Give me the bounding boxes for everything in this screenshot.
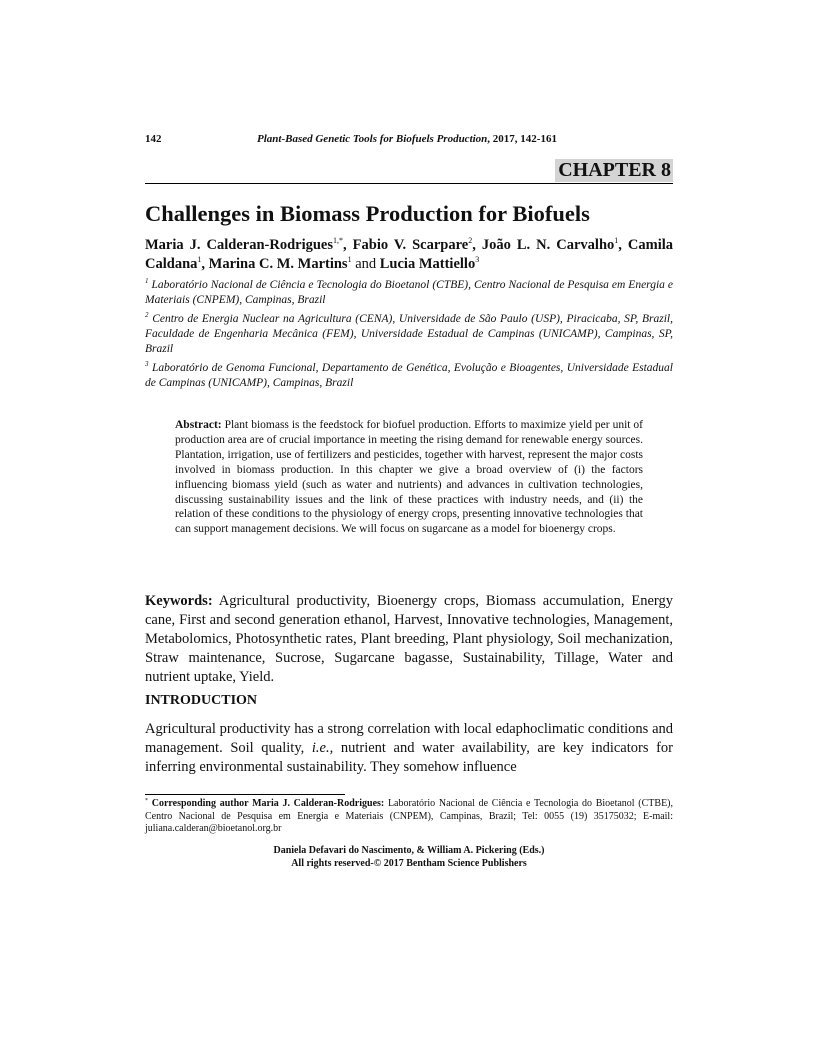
chapter-label: CHAPTER 8 (555, 159, 673, 182)
keywords-text: Agricultural productivity, Bioenergy crops, Biomass accumulation, Energy cane, First and second generation ethanol, Harvest, Innovative technologies, Management, Metabolomics, Photosynthetic rates, Plant breeding, Plant physiology, Soil mechanization, Straw maintenance, Sucrose, Sugarcane bagasse, Sustainability, Tillage, Water and nutrient uptake, Yield. (145, 593, 673, 685)
keywords-label: Keywords: (145, 593, 213, 609)
footnote-label: Corresponding author Maria J. Calderan-Rodrigues: (151, 798, 385, 809)
editors-credit (145, 845, 673, 870)
affiliation: $^3$ Laboratório de Genoma Funcional, Departamento de Genética, Evolução e Bioagentes, Universidade Estadual de Campinas (UNICAMP), Campinas, Brazil (145, 360, 674, 389)
affiliation: $^2$ Centro de Energia Nuclear na Agricultura (CENA), Universidade de São Paulo (USP), Piracicaba, SP, Brazil, Faculdade de Engenharia Mecânica (FEM), Universidade Estadual de Campinas (UNICAMP), Campinas, SP, Brazil (145, 311, 673, 355)
abstract (175, 418, 643, 537)
section-heading: INTRODUCTION (145, 693, 258, 708)
page-number: 142 (145, 133, 162, 145)
journal-year-pages: , 2017, 142-161 (487, 133, 557, 145)
body-paragraph: Agricultural productivity has a strong correlation with local edaphoclimatic conditions and management. Soil quality, i.e., nutrient and water availability, are key indicators for inferring environmental sustainability. They somehow influence (145, 721, 673, 775)
journal-title (257, 133, 557, 145)
copyright-line: All rights reserved-© 2017 Bentham Science Publishers (291, 857, 527, 869)
keywords (145, 592, 673, 687)
affiliation: $^1$ Laboratório Nacional de Ciência e Tecnologia do Bioetanol (CTBE), Centro Nacional de Pesquisa em Energia e Materiais (CNPEM), Campinas, Brazil (145, 277, 673, 306)
abstract-text: Plant biomass is the feedstock for biofuel production. Efforts to maximize yield per unit of production area are of crucial importance in meeting the rising demand for renewable energy sources. Plantation, irrigation, use of fertilizers and pesticides, together with harvest, represent the major costs involved in biomass production. In this chapter we give a broad overview of (i) the factors influencing biomass yield (such as water and nutrients) and advances in cultivation technologies, discussing sustainability issues and the link of these practices with industry needs, and (ii) the relation of these conditions to the physiology of energy crops, presenting innovative technologies that can support management decisions. We will focus on sugarcane as a model for bioenergy crops. (175, 419, 644, 536)
footnote: * Corresponding author Maria J. Calderan-Rodrigues: Laboratório Nacional de Ciência e Tecnologia do Bioetanol (CTBE), Centro Nacional de Pesquisa em Energia e Materiais (CNPEM), Campinas, Brazil; Tel: 0055 (19) 35175032; E-mail: juliana.calderan@bioetanol.org.br (145, 798, 674, 834)
author-list: Maria J. Calderan-Rodrigues$^{1,*}$, Fabio V. Scarpare$^2$, João L. N. Carvalho$^1$, Camila Caldana$^1$, Marina C. M. Martins$^1$ and Lucia Mattiello$^3$ (145, 236, 674, 272)
author: Camila Caldana$^1$ (145, 237, 674, 272)
author: Lucia Mattiello$^3$ (379, 255, 480, 272)
footnote-rule (145, 794, 345, 795)
running-header (145, 133, 673, 149)
editors-line: Daniela Defavari do Nascimento, & William A. Pickering (Eds.) (273, 845, 545, 856)
journal-title-text: Plant-Based Genetic Tools for Biofuels Production (257, 133, 488, 145)
chapter-header (145, 159, 673, 184)
abstract-label: Abstract: (175, 419, 222, 431)
footnote-text: Laboratório Nacional de Ciência e Tecnologia do Bioetanol (CTBE), Centro Nacional de Pesquisa em Energia e Materiais (CNPEM), Campinas, Brazil; Tel: 0055 (19) 35175032; E-mail: juliana.calderan@bioetanol.org.br (145, 798, 674, 834)
author: Maria J. Calderan-Rodrigues$^{1,*}$ (145, 236, 344, 253)
author: Fabio V. Scarpare$^2$ (352, 236, 473, 253)
author: Marina C. M. Martins$^1$ (208, 255, 352, 272)
author: João L. N. Carvalho$^1$ (481, 236, 619, 253)
paper-title: Challenges in Biomass Production for Biofuels (145, 201, 590, 226)
